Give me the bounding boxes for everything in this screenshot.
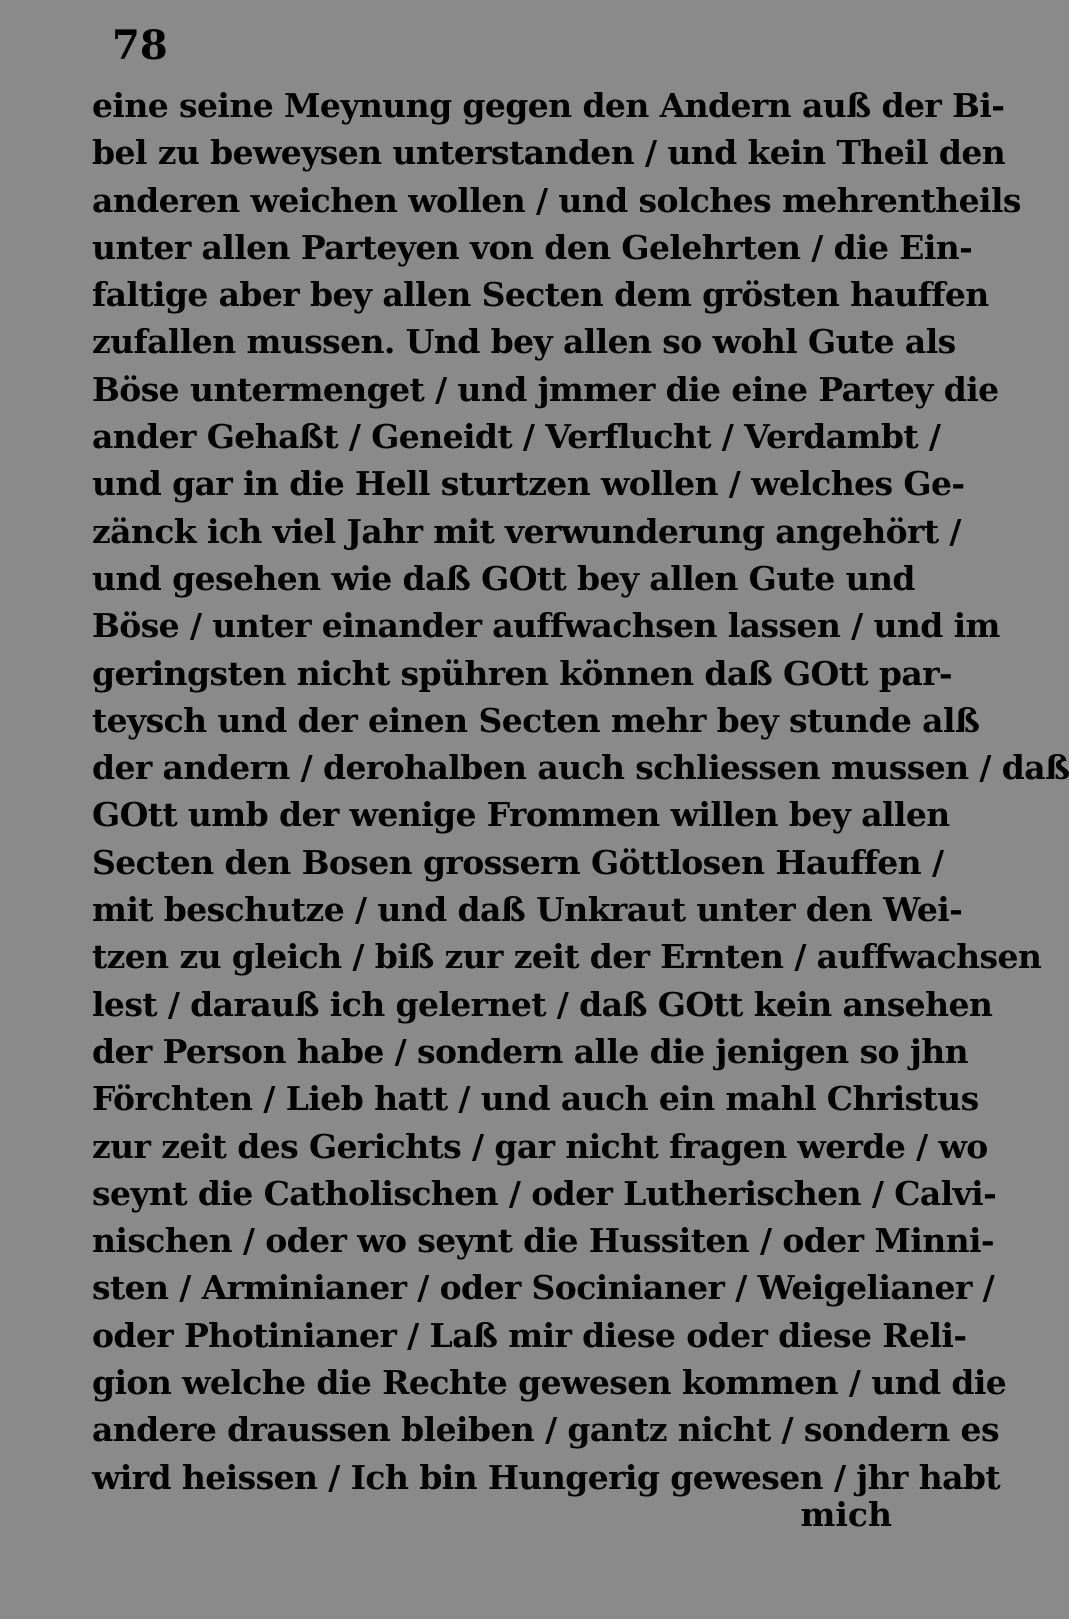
text-line: Böse / unter einander auffwachsen lassen / und im <box>92 606 1000 646</box>
text-line: ander Gehaßt / Geneidt / Verflucht / Verdambt / <box>92 417 941 457</box>
text-line: zur zeit des Gerichts / gar nicht fragen werde / wo <box>92 1126 988 1166</box>
text-line: sten / Arminianer / oder Socinianer / Weigelianer / <box>92 1268 995 1308</box>
text-line: geringsten nicht spühren können daß GOtt par- <box>92 653 953 693</box>
text-line: und gesehen wie daß GOtt bey allen Gute und <box>92 558 915 598</box>
text-line: oder Photinianer / Laß mir diese oder diese Reli- <box>92 1315 967 1355</box>
text-line: GOtt umb der wenige Frommen willen bey allen <box>92 795 950 835</box>
text-line: unter allen Parteyen von den Gelehrten / die Ein- <box>92 227 973 267</box>
text-line: und gar in die Hell sturtzen wollen / welches Ge- <box>92 464 965 504</box>
text-line: nischen / oder wo seynt die Hussiten / oder Minni- <box>92 1221 995 1261</box>
text-line: anderen weichen wollen / und solches mehrentheils <box>92 180 1021 220</box>
text-line: seynt die Catholischen / oder Lutherischen / Calvi- <box>92 1173 997 1213</box>
text-line: Böse untermenget / und jmmer die eine Partey die <box>92 369 999 409</box>
text-line: wird heissen / Ich bin Hungerig gewesen / jhr habt <box>92 1457 1000 1497</box>
body-text <box>92 82 1069 1501</box>
text-line: Förchten / Lieb hatt / und auch ein mahl Christus <box>92 1079 979 1119</box>
text-line: der andern / derohalben auch schliessen mussen / daß <box>92 748 1069 788</box>
text-line: der Person habe / sondern alle die jenigen so jhn <box>92 1031 968 1071</box>
page-number: 78 <box>112 22 168 69</box>
text-line: zufallen mussen. Und bey allen so wohl Gute als <box>92 322 956 362</box>
text-line: teysch und der einen Secten mehr bey stunde alß <box>92 700 980 740</box>
text-line: Secten den Bosen grossern Göttlosen Hauffen / <box>92 842 944 882</box>
catchword: mich <box>800 1495 892 1534</box>
text-line: eine seine Meynung gegen den Andern auß der Bi- <box>92 86 1005 125</box>
text-line: lest / darauß ich gelernet / daß GOtt kein ansehen <box>92 984 993 1024</box>
text-line: tzen zu gleich / biß zur zeit der Ernten / auffwachsen <box>92 937 1042 977</box>
text-line: faltige aber bey allen Secten dem grösten hauffen <box>92 275 989 315</box>
text-line: andere draussen bleiben / gantz nicht / sondern es <box>92 1410 999 1450</box>
text-line: mit beschutze / und daß Unkraut unter den Wei- <box>92 890 963 930</box>
text-line: zänck ich viel Jahr mit verwunderung angehört / <box>92 511 961 551</box>
text-line: bel zu beweysen unterstanden / und kein Theil den <box>92 133 1006 173</box>
text-line: gion welche die Rechte gewesen kommen / und die <box>92 1363 1007 1403</box>
